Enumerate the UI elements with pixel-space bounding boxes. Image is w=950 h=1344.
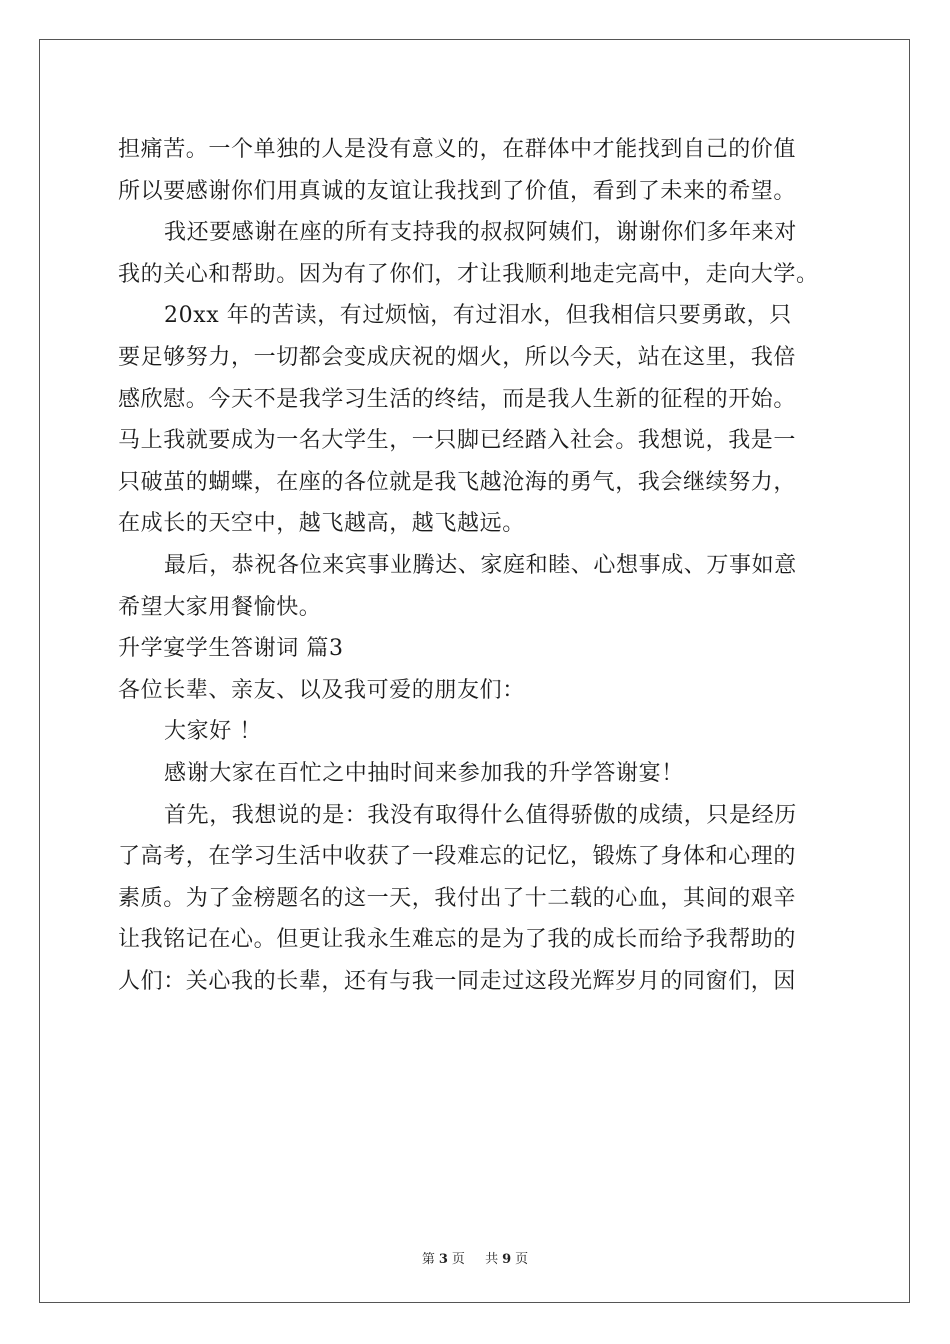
total-pages: 9 <box>502 1252 512 1267</box>
salutation: 各位长辈、亲友、以及我可爱的朋友们： <box>118 677 525 703</box>
text-line-2: 所以要感谢你们用真诚的友谊让我找到了价值，看到了未来的希望。 <box>118 178 797 204</box>
page-number: 3 <box>438 1252 448 1267</box>
text-line-11: 最后，恭祝各位来宾事业腾达、家庭和睦、心想事成、万事如意 <box>164 552 797 578</box>
text-line-7: 感欣慰。今天不是我学习生活的终结，而是我人生新的征程的开始。 <box>118 386 797 412</box>
text-line-10: 在成长的天空中，越飞越高，越飞越远。 <box>118 511 525 537</box>
section-heading: 升学宴学生答谢词 篇3 <box>118 636 344 662</box>
text-line-20: 让我铭记在心。但更让我永生难忘的是为了我的成长而给予我帮助的 <box>118 927 797 953</box>
text-line-12: 希望大家用餐愉快。 <box>118 594 322 620</box>
page-indicator <box>418 1252 469 1267</box>
total-prefix: 共 <box>485 1252 499 1267</box>
text-line-3: 我还要感谢在座的所有支持我的叔叔阿姨们，谢谢你们多年来对 <box>164 220 797 246</box>
total-unit: 页 <box>515 1252 529 1267</box>
text-line-18: 了高考，在学习生活中收获了一段难忘的记忆，锻炼了身体和心理的 <box>118 844 797 870</box>
page-footer <box>0 1248 950 1267</box>
text-line-6: 要足够努力，一切都会变成庆祝的烟火，所以今天，站在这里，我倍 <box>118 344 797 370</box>
greeting: 大家好 ！ <box>164 719 262 745</box>
text-line-4: 我的关心和帮助。因为有了你们，才让我顺利地走完高中，走向大学。 <box>118 261 819 287</box>
text-line-16: 感谢大家在百忙之中抽时间来参加我的升学答谢宴！ <box>164 760 684 786</box>
total-indicator <box>481 1252 532 1267</box>
text-line-21: 人们：关心我的长辈，还有与我一同走过这段光辉岁月的同窗们，因 <box>118 968 797 994</box>
text-line-8: 马上我就要成为一名大学生，一只脚已经踏入社会。我想说，我是一 <box>118 428 797 454</box>
text-line-1: 担痛苦。一个单独的人是没有意义的，在群体中才能找到自己的价值 <box>118 137 797 162</box>
text-line-17: 首先，我想说的是：我没有取得什么值得骄傲的成绩，只是经历 <box>164 802 797 828</box>
text-line-5: 20xx 年的苦读，有过烦恼，有过泪水，但我相信只要勇敢，只 <box>164 303 792 329</box>
text-line-9: 只破茧的蝴蝶，在座的各位就是我飞越沧海的勇气，我会继续努力， <box>118 469 797 495</box>
text-line-19: 素质。为了金榜题名的这一天，我付出了十二载的心血，其间的艰辛 <box>118 885 797 911</box>
page-prefix: 第 <box>421 1252 435 1267</box>
page-unit: 页 <box>451 1252 465 1267</box>
document-body <box>118 129 838 1002</box>
